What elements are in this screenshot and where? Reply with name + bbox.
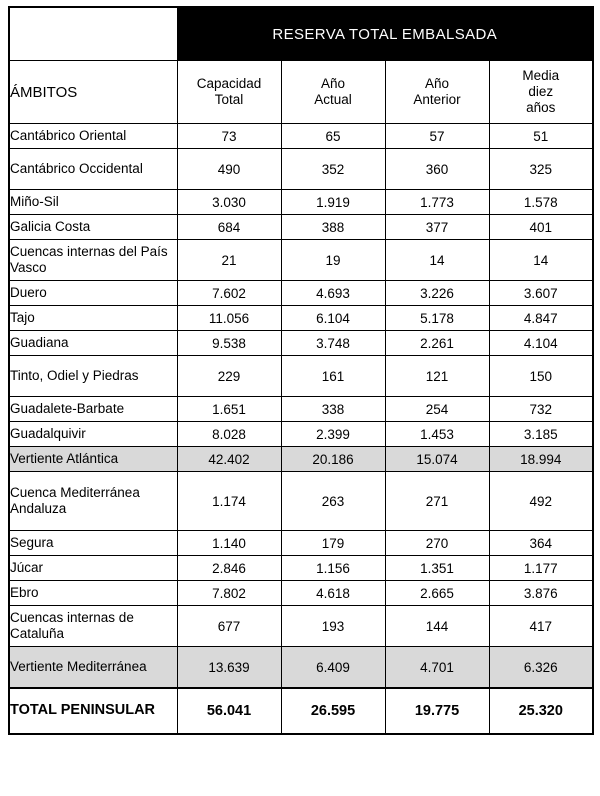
- row-value: 14: [489, 240, 593, 281]
- row-value: 377: [385, 215, 489, 240]
- table-row: [9, 472, 593, 531]
- row-value: 352: [281, 149, 385, 190]
- row-label: Cuencas internas de Cataluña: [9, 606, 177, 647]
- table-row: [9, 356, 593, 397]
- row-value: 4.104: [489, 331, 593, 356]
- row-value: 4.701: [385, 647, 489, 689]
- column-header-media-diez-anos-line3: años: [526, 99, 556, 115]
- table-row: [9, 422, 593, 447]
- row-label: Cantábrico Occidental: [9, 149, 177, 190]
- row-value: 56.041: [177, 688, 281, 734]
- row-value: 3.185: [489, 422, 593, 447]
- row-value: 8.028: [177, 422, 281, 447]
- table-row: [9, 556, 593, 581]
- table-row: [9, 688, 593, 734]
- row-label: Segura: [9, 531, 177, 556]
- row-value: 254: [385, 397, 489, 422]
- table-row: [9, 606, 593, 647]
- row-value: 144: [385, 606, 489, 647]
- row-value: 2.846: [177, 556, 281, 581]
- row-value: 1.174: [177, 472, 281, 531]
- row-value: 19: [281, 240, 385, 281]
- table-row: [9, 281, 593, 306]
- row-value: 1.351: [385, 556, 489, 581]
- row-value: 18.994: [489, 447, 593, 472]
- header-corner-cell: [9, 7, 177, 61]
- row-value: 9.538: [177, 331, 281, 356]
- table-row: [9, 397, 593, 422]
- table-row: [9, 149, 593, 190]
- row-value: 51: [489, 124, 593, 149]
- row-label: Duero: [9, 281, 177, 306]
- row-value: 417: [489, 606, 593, 647]
- row-value: 4.618: [281, 581, 385, 606]
- row-label: Júcar: [9, 556, 177, 581]
- column-header-ano-actual-line1: Año: [320, 76, 346, 92]
- row-value: 490: [177, 149, 281, 190]
- row-value: 3.876: [489, 581, 593, 606]
- row-value: 1.177: [489, 556, 593, 581]
- column-header-ano-actual: [281, 61, 385, 124]
- row-value: 338: [281, 397, 385, 422]
- row-value: 7.602: [177, 281, 281, 306]
- table-header-title-row: [9, 7, 593, 61]
- row-value: 1.919: [281, 190, 385, 215]
- row-value: 3.748: [281, 331, 385, 356]
- row-value: 1.156: [281, 556, 385, 581]
- row-value: 6.326: [489, 647, 593, 689]
- row-value: 2.399: [281, 422, 385, 447]
- row-value: 13.639: [177, 647, 281, 689]
- table-row: [9, 647, 593, 689]
- table-row: [9, 331, 593, 356]
- row-value: 19.775: [385, 688, 489, 734]
- row-label: Galicia Costa: [9, 215, 177, 240]
- row-value: 65: [281, 124, 385, 149]
- table-row: [9, 215, 593, 240]
- row-value: 193: [281, 606, 385, 647]
- row-value: 1.453: [385, 422, 489, 447]
- row-value: 25.320: [489, 688, 593, 734]
- row-value: 2.665: [385, 581, 489, 606]
- row-value: 6.104: [281, 306, 385, 331]
- row-label: Cantábrico Oriental: [9, 124, 177, 149]
- row-label: Cuencas internas del País Vasco: [9, 240, 177, 281]
- row-value: 73: [177, 124, 281, 149]
- row-value: 4.693: [281, 281, 385, 306]
- row-label: Miño-Sil: [9, 190, 177, 215]
- row-value: 684: [177, 215, 281, 240]
- row-value: 121: [385, 356, 489, 397]
- row-value: 26.595: [281, 688, 385, 734]
- column-header-ambitos: ÁMBITOS: [9, 61, 177, 124]
- row-value: 3.607: [489, 281, 593, 306]
- row-value: 677: [177, 606, 281, 647]
- row-value: 6.409: [281, 647, 385, 689]
- column-header-ano-anterior-line2: Anterior: [413, 92, 461, 107]
- row-label: Vertiente Atlántica: [9, 447, 177, 472]
- row-value: 21: [177, 240, 281, 281]
- row-value: 1.651: [177, 397, 281, 422]
- row-value: 270: [385, 531, 489, 556]
- column-header-capacidad-total: [177, 61, 281, 124]
- column-header-capacidad-total-line2: Total: [214, 92, 244, 107]
- row-value: 2.261: [385, 331, 489, 356]
- row-value: 5.178: [385, 306, 489, 331]
- row-label: Guadalquivir: [9, 422, 177, 447]
- table-header: [9, 7, 593, 124]
- row-value: 360: [385, 149, 489, 190]
- row-value: 401: [489, 215, 593, 240]
- row-value: 3.030: [177, 190, 281, 215]
- row-label: Ebro: [9, 581, 177, 606]
- row-value: 150: [489, 356, 593, 397]
- row-value: 325: [489, 149, 593, 190]
- column-header-ano-actual-line2: Actual: [314, 92, 352, 107]
- column-header-media-diez-anos-line2: diez: [528, 84, 554, 100]
- table-row: [9, 190, 593, 215]
- row-value: 179: [281, 531, 385, 556]
- row-value: 3.226: [385, 281, 489, 306]
- row-label: Vertiente Mediterránea: [9, 647, 177, 689]
- column-header-ano-anterior-line1: Año: [424, 76, 450, 92]
- row-value: 1.578: [489, 190, 593, 215]
- row-value: 732: [489, 397, 593, 422]
- row-value: 161: [281, 356, 385, 397]
- row-value: 364: [489, 531, 593, 556]
- table-row: [9, 581, 593, 606]
- row-value: 4.847: [489, 306, 593, 331]
- row-value: 11.056: [177, 306, 281, 331]
- column-header-media-diez-anos-line1: Media: [522, 68, 560, 84]
- table-header-columns-row: [9, 61, 593, 124]
- row-label: Tajo: [9, 306, 177, 331]
- row-value: 492: [489, 472, 593, 531]
- row-value: 388: [281, 215, 385, 240]
- column-header-ano-anterior: [385, 61, 489, 124]
- column-header-media-diez-anos: [489, 61, 593, 124]
- row-value: 229: [177, 356, 281, 397]
- table-row: [9, 447, 593, 472]
- row-value: 14: [385, 240, 489, 281]
- row-value: 15.074: [385, 447, 489, 472]
- row-label: TOTAL PENINSULAR: [9, 688, 177, 734]
- table-row: [9, 124, 593, 149]
- table-row: [9, 306, 593, 331]
- table-body: [9, 124, 593, 735]
- table-row: [9, 531, 593, 556]
- column-header-capacidad-total-line1: Capacidad: [196, 76, 262, 92]
- row-value: 271: [385, 472, 489, 531]
- row-label: Cuenca Mediterránea Andaluza: [9, 472, 177, 531]
- table-row: [9, 240, 593, 281]
- reserva-table: [8, 6, 594, 735]
- row-label: Guadiana: [9, 331, 177, 356]
- row-value: 263: [281, 472, 385, 531]
- row-label: Guadalete-Barbate: [9, 397, 177, 422]
- row-value: 1.773: [385, 190, 489, 215]
- row-label: Tinto, Odiel y Piedras: [9, 356, 177, 397]
- row-value: 42.402: [177, 447, 281, 472]
- row-value: 7.802: [177, 581, 281, 606]
- row-value: 20.186: [281, 447, 385, 472]
- row-value: 57: [385, 124, 489, 149]
- table-title: RESERVA TOTAL EMBALSADA: [177, 7, 593, 61]
- row-value: 1.140: [177, 531, 281, 556]
